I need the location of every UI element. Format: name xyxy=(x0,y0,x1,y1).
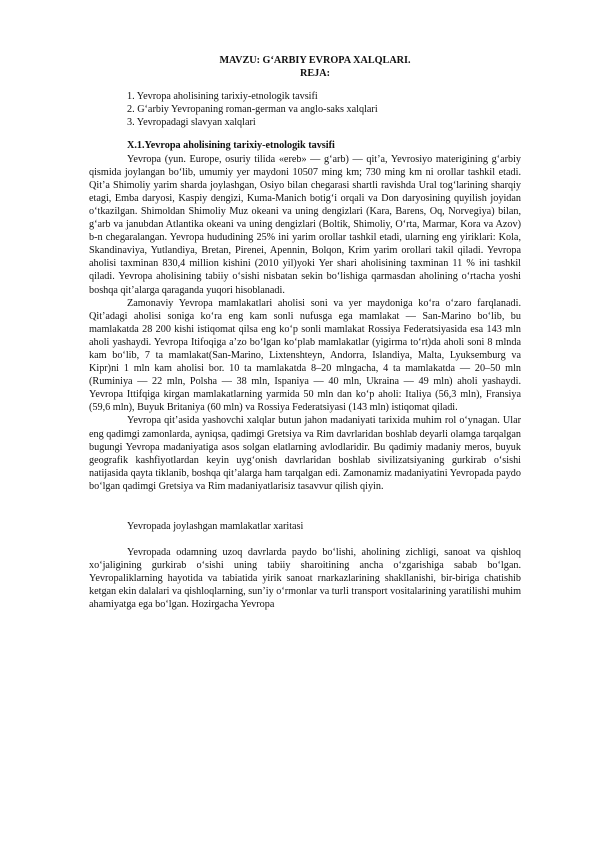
body-paragraph: Yevropa qit’asida yashovchi xalqlar butun jahon madaniyati tarixida muhim rol o‘ynagan. Ular eng qadimgi zamonlarda, ayniqsa, qadimgi Gretsiya va Rim davrlaridan boshlab deyarli olamga tarqalgan bugungi Yevropa madaniyatiga asos solgan elatlarning avlodlaridir. Bu qadimiy madaniy meros, buyuk geografik kashfiyotlardan keyin uyg‘onish davrlaridan boshlab sivilizatsiyaning gurkirab o‘sishi natijasida qayta tiklanib, boshqa qit’alarga ham tarqalgan edi. Zamonamiz madaniyatini Yevropada paydo bo‘lgan qadimgi Gretsiya va Rim madaniyatlarisiz tasavvur qilish qiyin. xyxy=(89,415,521,492)
body-paragraph: Yevropada odamning uzoq davrlarda paydo bo‘lishi, aholining zichligi, sanoat va qishloq xo‘jaligining gurkirab o‘sishi uning tabiiy sharoitining ancha o‘zgarishiga sabab bo‘lgan. Yevropaliklarning hayotida va tabiatida yirik sanoat rnarkazlarining shakllanishi, bir-biriga chatishib ketgan ekin dalalari va qishloqlarning, sun’iy o‘rmonlar va turli transport vositalarining yaratilishi muhim ahamiyatga ega bo‘lgan. Hozirgacha Yevropa xyxy=(89,547,521,611)
plan-item: 3. Yevropadagi slavyan xalqlari xyxy=(127,117,256,129)
page-title: MAVZU: G‘ARBIY EVROPA XALQLARI. xyxy=(219,55,411,66)
plan-item: 2. G‘arbiy Yevropaning roman-german va anglo-saks xalqlari xyxy=(127,104,378,116)
plan-list xyxy=(89,90,521,129)
body-paragraph: Yevropa (yun. Europe, osuriy tilida «ereb» — g‘arb) — qit’a, Yevrosiyo materigining g‘arbiy qismida joylangan bo‘lib, umumiy yer maydoni 10507 ming km; 730 ming km ni orollar tashkil etadi. Qit’a Shimoliy yarim sharda joylashgan, Osiyo bilan chegarasi shartli ravishda Ural tog‘larining sharqiy etagi, Emba daryosi, Kaspiy dengizi, Kuma-Manich botig‘i orqali va Don daryosining quyilish joyidan o‘tkazilgan. Shimoldan Shimoliy Muz okeani va uning dengizlari (Kara, Barens, Oq, Norvegiya) bilan, g‘arb va janubdan Atlantika okeani va uning dengizlari (Boltik, Shimoliy, O‘rta, Marmar, Kora va Azov) b-n chegaralangan. Yevropa hududining 25% ini yarim orollar tashkil etadi, ularning eng yiriklari: Kola, Skandinaviya, Yutlandiya, Bretan, Pirenei, Apennin, Bolqon, Krim yarim orollari takil qiladi. Yevropa aholisi taxminan 830,4 million kishini (2010 yil)yoki Yer shari aholisining taxminan 11 % ini tashkil qiladi. Yevropa aholisining tabiiy o‘sishi nisbatan sekin bo‘lishiga qarmasdan aholining o‘rtacha yoshi boshqa qit’alarga qaraganda yuqori hisoblanadi. xyxy=(89,153,521,296)
map-caption: Yevropada joylashgan mamlakatlar xaritasi xyxy=(127,521,304,532)
plan-heading: REJA: xyxy=(300,68,330,80)
plan-item: 1. Yevropa aholisining tarixiy-etnologik tavsifi xyxy=(127,91,318,103)
section-heading: X.1.Yevropa aholisining tarixiy-etnologik tavsifi xyxy=(127,140,335,152)
document-page xyxy=(89,54,521,612)
body-paragraph: Zamonaviy Yevropa mamlakatlari aholisi soni va yer maydoniga ko‘ra o‘zaro farqlanadi. Qit’adagi aholisi soniga ko‘ra eng kam sonli nufusga ega mamlakat — San-Marino bo‘lib, bu mamlakatda 28 200 kishi istiqomat qilsa eng ko‘p sonli mamlakat Rossiya Federatsiyasida esa 143 mln aholi yashaydi. Yevropa Itifoqiga a’zo bo‘lgan ko‘plab mamlakatlar (yigirma to‘rt)da aholi soni 8 mlnda kam bo‘lib, 7 ta mamlakat(San-Marino, Lixtenshteyn, Andorra, Islandiya, Malta, Lyuksemburg va Kipr)ni 1 mln kam aholisi bor. 10 ta mamlakatda 8–20 mlngacha, 4 ta mamlakatda — 20–50 mln (Ruminiya — 22 mln, Polsha — 38 mln, Ispaniya — 40 mln, Ukraina — 49 mln) aholi yashaydi. Yevropa Ittifqiga kirgan mamlakatlarning yarmida 50 mln dan ko‘p aholi: Italiya (56,3 mln), Fransiya (59,6 mln), Buyuk Britaniya (60 mln) va Rossiya Federatsiyasi (143 mln) istiqomat qiladi. xyxy=(89,297,521,414)
